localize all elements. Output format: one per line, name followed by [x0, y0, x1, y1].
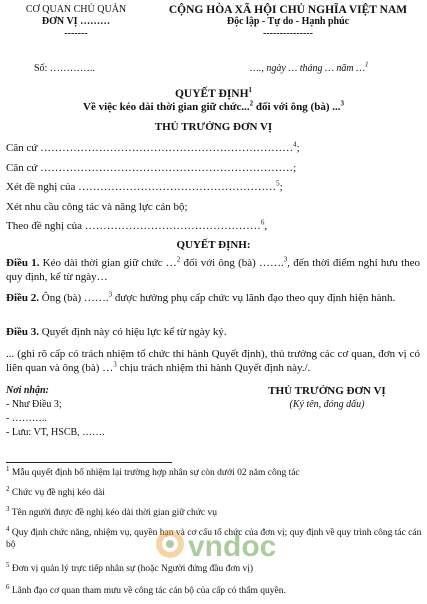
preamble-line: [6, 201, 188, 213]
footnote-text: Mẫu quyết định bổ nhiệm lại trường hợp nhân sự còn dưới 02 năm công tác: [9, 468, 300, 478]
preamble-end: ;: [296, 142, 300, 154]
article-text: Ông (bà) …….: [39, 292, 109, 304]
footnote-6: [6, 582, 422, 597]
preamble-end: ;: [279, 181, 283, 193]
decision-heading: QUYẾT ĐỊNH:: [176, 239, 251, 251]
footnote-ref: 1: [248, 86, 253, 95]
footnote-ref: 3: [340, 99, 344, 108]
footnote-number: 1: [6, 464, 10, 473]
issuer-title: THỦ TRƯỞNG ĐƠN VỊ: [154, 121, 273, 133]
preamble-text: Xét đề nghị của ………………………………………………: [6, 181, 277, 193]
recipients-heading: Nơi nhận:: [6, 385, 49, 396]
article-text: đối với ông (bà) …….: [180, 257, 284, 269]
footnote-divider: [6, 462, 172, 463]
article-1: [6, 257, 420, 284]
footnote-text: Lãnh đạo cơ quan tham mưu về công tác cán bộ của cấp có thẩm quyền.: [9, 586, 286, 596]
footnote-number: 6: [6, 582, 10, 591]
footnote-ref: 5: [276, 179, 280, 188]
preamble-line: [6, 220, 267, 232]
agency-unit: ĐƠN VỊ ………: [41, 16, 111, 27]
article-text: , đến thời điểm nghỉ hưu theo quy định, kể từ ngày…: [6, 257, 421, 283]
footnote-ref: 2: [176, 255, 181, 264]
article-text: được hưởng phụ cấp chức vụ lãnh đạo theo quy định hiện hành.: [112, 292, 396, 304]
preamble-text: Theo đề nghị của …………………………………………: [6, 220, 261, 232]
article-label: Điều 2.: [6, 292, 39, 304]
subject-part: đối với ông (bà) ...: [253, 101, 341, 113]
watermark-icon: [150, 520, 280, 572]
footnote-text: Chức vụ đề nghị kéo dài: [9, 488, 105, 498]
footnote-ref: 3: [113, 359, 117, 368]
country-name: CỘNG HÒA XÃ HỘI CHỦ NGHĨA VIỆT NAM: [168, 4, 408, 16]
recipient-item: - Như Điều 3;: [6, 399, 62, 410]
footnote-ref: 3: [283, 255, 288, 264]
document-title: [0, 88, 427, 100]
article-label: Điều 3.: [6, 326, 39, 338]
article-text: Quyết định này có hiệu lực kể từ ngày ký.: [39, 326, 227, 338]
agency-dashes: -------: [64, 28, 88, 39]
article-label: Điều 1.: [6, 257, 40, 269]
article-text: Kéo dài thời gian giữ chức …: [39, 257, 177, 269]
watermark-text: vndoc: [188, 530, 277, 563]
preamble-line: [6, 181, 283, 193]
document-number: [34, 63, 95, 74]
footnote-text: Đơn vị quản lý trực tiếp nhân sự (hoặc Người đứng đầu đơn vị): [9, 564, 254, 574]
number-label: Số:: [34, 63, 48, 74]
footnote-ref: 4: [293, 140, 297, 149]
preamble-end: ,: [264, 220, 268, 232]
document-subject: [0, 101, 427, 113]
number-value: …………..: [47, 63, 95, 74]
subject-part: Về việc kéo dài thời gian giữ chức...: [83, 101, 250, 113]
preamble-line: [6, 142, 300, 154]
preamble-text: Căn cứ ……………………………………………………………;: [6, 162, 297, 174]
footnote-number: 5: [6, 560, 10, 569]
agency-parent: CƠ QUAN CHỦ QUẢN: [25, 4, 127, 15]
closing-paragraph: [6, 348, 420, 375]
preamble-text: Xét nhu cầu công tác và năng lực cán bộ;: [6, 201, 188, 213]
footnote-ref: 1: [365, 60, 369, 69]
footnote-number: 2: [6, 484, 10, 493]
footnote-number: 4: [6, 524, 10, 533]
footnote-3: [6, 504, 422, 519]
article-3: [6, 326, 420, 340]
title-main: QUYẾT ĐỊNH: [174, 88, 249, 100]
footnote-ref: 2: [249, 99, 254, 108]
recipient-item: - ………..: [6, 413, 47, 424]
footnote-ref: 3: [108, 290, 113, 299]
signature-note: (Ký tên, đóng dấu): [289, 399, 365, 410]
motto-dashes: ---------------: [263, 28, 313, 39]
preamble-text: Căn cứ ……………………………………………………………: [6, 142, 294, 154]
date-text: …., ngày … tháng … năm …: [250, 63, 366, 74]
preamble-line: [6, 162, 296, 174]
motto: Độc lập - Tự do - Hạnh phúc: [226, 16, 350, 27]
footnote-text: Quy định chức năng, nhiệm vụ, quyền hạn và cơ cấu tổ chức của đơn vị; quy định về quy trình công tác cán bộ: [6, 528, 422, 550]
closing-text: chịu trách nhiệm thi hành Quyết định này./.: [116, 361, 311, 374]
recipient-item: - Lưu: VT, HSCB, …….: [6, 427, 105, 438]
article-2: [6, 292, 420, 306]
footnote-text: Tên người được đề nghị kéo dài thời gian giữ chức vụ: [9, 508, 218, 518]
date-line: [250, 60, 369, 74]
footnote-ref: 6: [260, 218, 265, 227]
signature-title: THỦ TRƯỞNG ĐƠN VỊ: [268, 385, 386, 397]
footnote-2: [6, 484, 422, 499]
footnote-number: 3: [6, 504, 10, 513]
closing-text: ... (ghi rõ cấp có trách nhiệm tổ chức thi hành Quyết định), thủ trưởng các cơ quan, đơn vị có liên quan và ông (bà) …: [6, 348, 420, 374]
vndoc-watermark-logo: [150, 520, 280, 577]
footnote-1: [6, 464, 422, 479]
